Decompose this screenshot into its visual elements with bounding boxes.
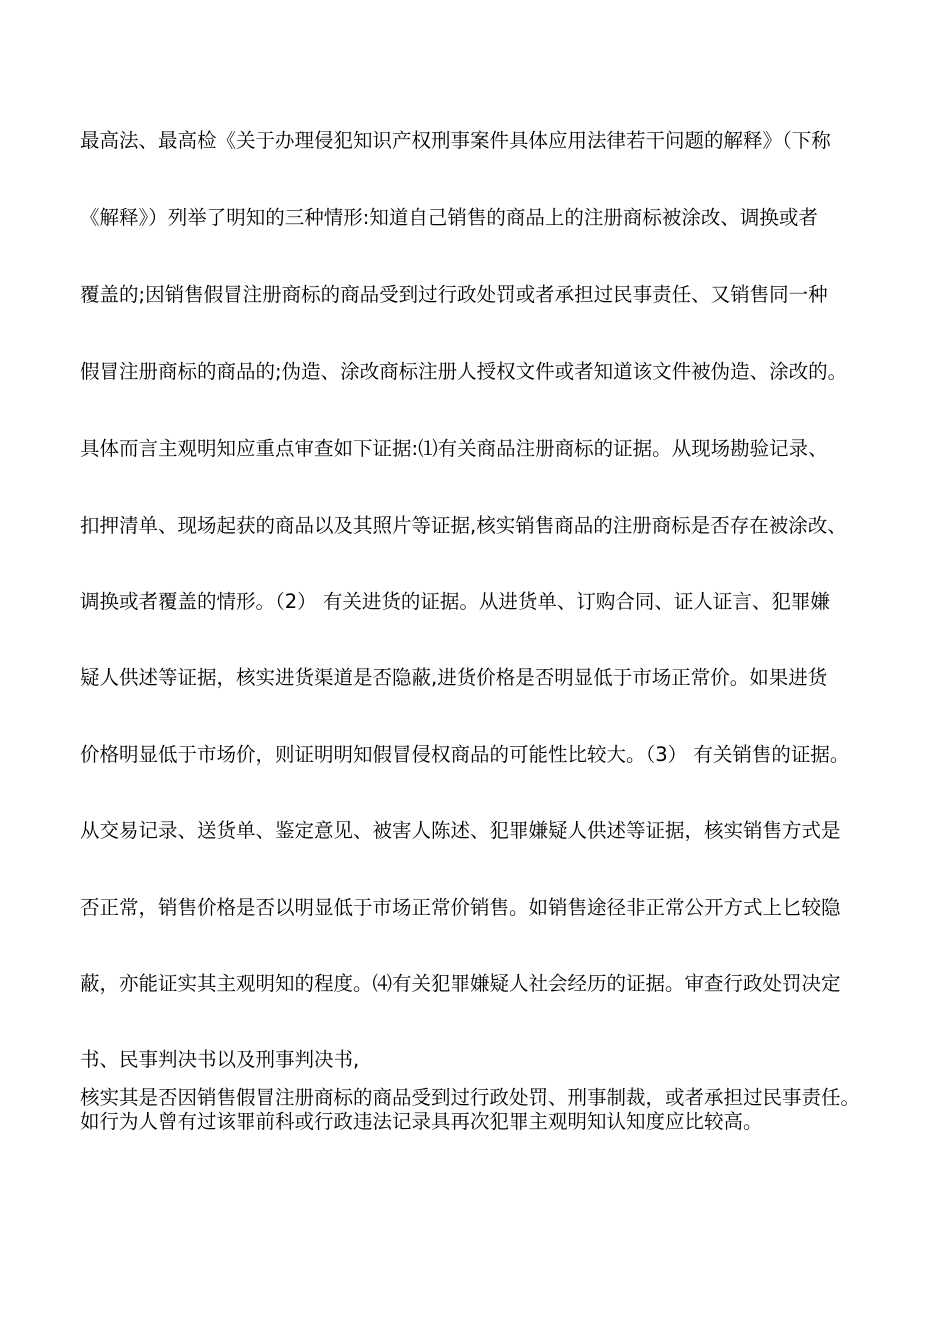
paragraph-line-6: 扣押清单、现场起获的商品以及其照片等证据,核实销售商品的注册商标是否存在被涂改、 [80,514,847,537]
paragraph-line-9: 价格明显低于市场价，则证明明知假冒侵权商品的可能性比较大。（3） 有关销售的证据。 [80,743,850,766]
paragraph-line-10: 从交易记录、送货单、鉴定意见、被害人陈述、犯罪嫌疑人供述等证据，核实销售方式是 [80,819,841,842]
paragraph-line-13: 书、民事判决书以及刑事判决书, [80,1048,360,1071]
paragraph-line-5: 具体而言主观明知应重点审查如下证据:⑴有关商品注册商标的证据。从现场勘验记录、 [80,437,828,460]
paragraph-line-2: 《解释》）列举了明知的三种情形:知道自己销售的商品上的注册商标被涂改、调换或者 [80,206,818,229]
paragraph-line-7: 调换或者覆盖的情形。（2） 有关进货的证据。从进货单、订购合同、证人证言、犯罪嫌 [80,590,830,613]
paragraph-line-8: 疑人供述等证据，核实进货渠道是否隐蔽,进货价格是否明显低于市场正常价。如果进货 [80,666,828,689]
paragraph-line-1: 最高法、最高检《关于办理侵犯知识产权刑事案件具体应用法律若干问题的解释》（下称 [80,129,831,152]
paragraph-line-15: 如行为人曾有过该罪前科或行政违法记录具再次犯罪主观明知认知度应比较高。 [80,1110,763,1133]
paragraph-line-14: 核实其是否因销售假冒注册商标的商品受到过行政处罚、刑事制裁，或者承担过民事责任。 [80,1086,861,1109]
paragraph-line-11: 否正常，销售价格是否以明显低于市场正常价销售。如销售途径非正常公开方式上匕较隐 [80,896,841,919]
paragraph-line-4: 假冒注册商标的商品的;伪造、涂改商标注册人授权文件或者知道该文件被伪造、涂改的。 [80,360,848,383]
paragraph-line-12: 蔽，亦能证实其主观明知的程度。⑷有关犯罪嫌疑人社会经历的证据。审查行政处罚决定 [80,972,841,995]
paragraph-line-3: 覆盖的;因销售假冒注册商标的商品受到过行政处罚或者承担过民事责任、又销售同一种 [80,283,828,306]
